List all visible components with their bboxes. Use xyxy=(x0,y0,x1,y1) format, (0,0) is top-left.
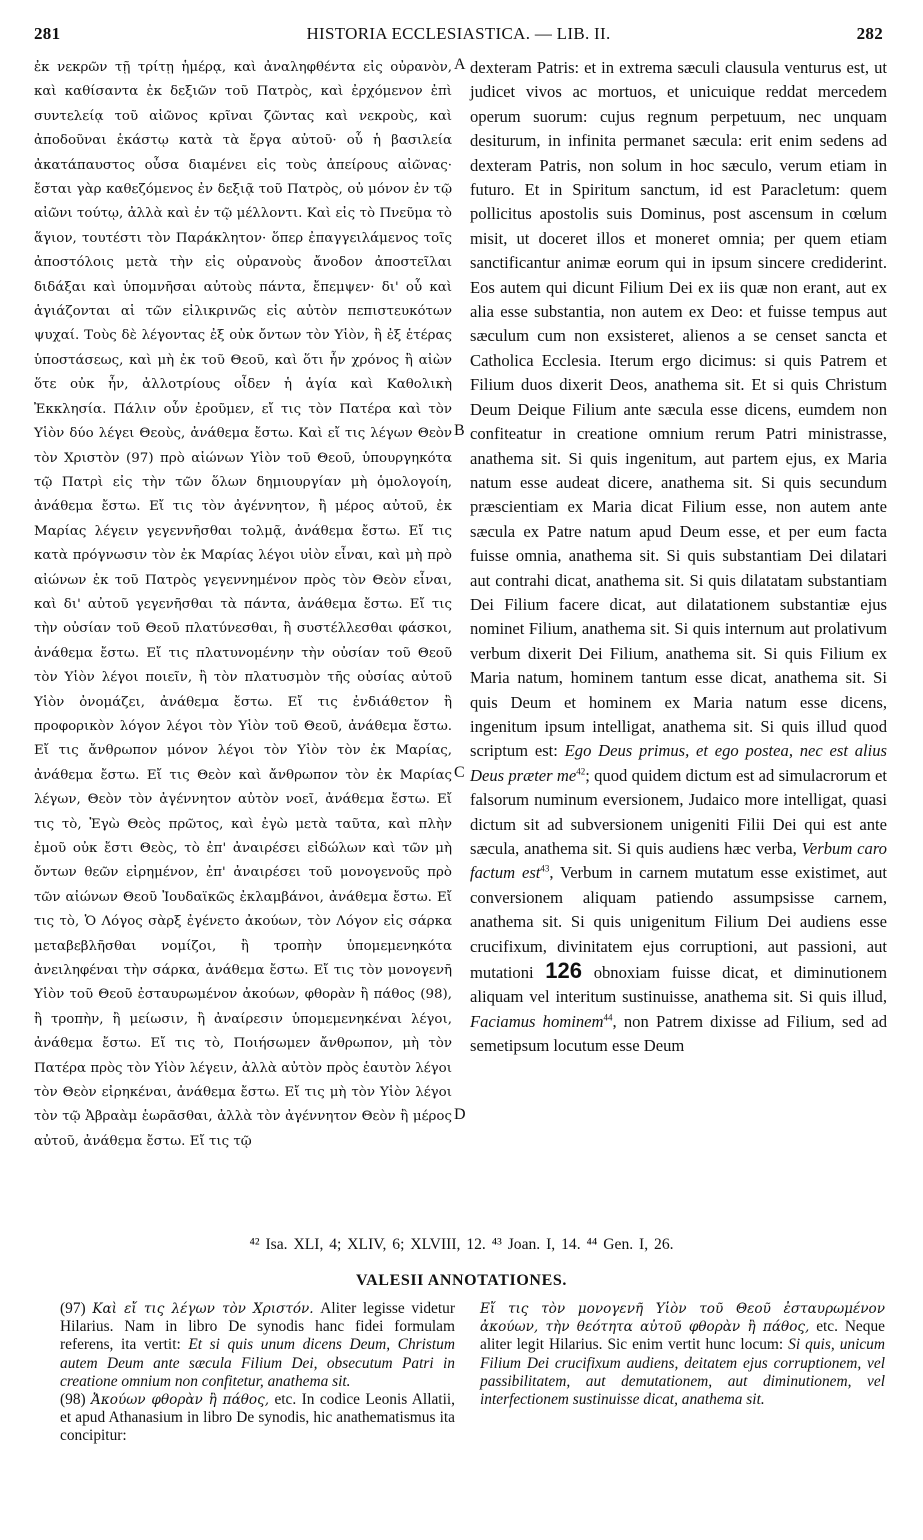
note-98-latin-quote: Si quis, unicum Filium Dei crucifixum audiens, deitatem ejus corruptionem, vel passibilitatem, aut demutationem, aut diminutionem, vel interfectionem sustinuisse dicat, anathema sit. xyxy=(480,1336,885,1409)
note-98-number: (98) xyxy=(60,1391,86,1409)
greek-column xyxy=(34,56,452,1154)
latin-quote-genesis: Faciamus hominem xyxy=(470,1011,604,1031)
note-97-number: (97) xyxy=(60,1300,86,1317)
note-97 xyxy=(60,1300,455,1391)
note-97-lemma: Καὶ εἴ τις λέγων τὸν Χριστόν. xyxy=(92,1301,314,1317)
notes-left-column xyxy=(60,1300,455,1446)
note-98-text: etc. In codice Leonis Allatii, et apud Athanasium in libro De synodis, hic anathematismus ita concipitur: xyxy=(60,1391,455,1445)
latin-paragraph xyxy=(470,56,887,1059)
page-number-right: 282 xyxy=(856,24,883,43)
latin-part-1: dexteram Patris: et in extrema sæculi clausula venturus est, ut judicet vivos ac mortuos, et unicuique reddat mercedem operum suorum: cujus regnum perpetuum, nec unquam desiturum, in infinita permanet sæcula: erit enim sedens ad dexteram Patris, non solum in hoc sæculo, verum etiam in futuro. Et in Spiritum sanctum, id est Paracletum: quem pollicitus apostolis suis Dominus, post ascensum in cœlum misit, ut doceret illos et moneret omnia; per quem etiam sanctificantur animæ eorum qui in ipsum sincere crediderint. Eos autem qui dicunt Filium Dei ex iis quæ non erant, aut ex alia esse substantia, non autem ex Deo: et fuisse tempus aut sæculum cum non exsisteret, alienos a se censet sancta et Catholica Ecclesia. Iterum ergo dicimus: si quis Patrem et Filium duos dixerit Deos, anathema sit. Et si quis Christum Deum Deique Filium ante sæcula esse dicens, eumdem non confiteatur in creatione omnium rerum Patri ministrasse, anathema sit. Si quis ingenitum, aut partem ejus, ex Maria natum esse audeat dicere, anathema sit. Si quis secundum præscientiam ex Maria dicat Filium esse, non autem ante sæcula ex Patre natum apud Deum esse, et per eum facta fuisse omnia, anathema sit. Si quis substantiam Dei dilatari aut contrahi dicat, anathema sit. Si quis dilatatam substantiam Dei Filium facere dicat, aut dilatationem substantiæ ejus nominet Filium, anathema sit. Si quis internum aut prolativum verbum dixerit Dei Filium, anathema sit. Si quis Filium ex Maria natum, hominem tantum esse dicat, anathema sit. Si quis Deum et hominem ex Maria natum esse dicens, ingenitum ipsum intelligat, anathema sit. Si quis illud quod scriptum est: xyxy=(470,58,887,761)
bible-references: ⁴² Isa. XLI, 4; XLIV, 6; XLVIII, 12. ⁴³ Joan. I, 14. ⁴⁴ Gen. I, 26. xyxy=(249,1236,674,1253)
latin-part-3: , Verbum in carnem mutatum esse existimet, aut conversionem aliquam patiendo assumpsisse carnem, anathema sit. Si quis unigenitum Filium Dei audiens esse crucifixum, divinitatem ejus corruptioni, aut passioni, aut mutationi xyxy=(470,863,887,983)
latin-part-2: ; quod quidem dictum est ad simulacrorum et falsorum numinum eversionem, Judaico more intelligat, quasi dictum sit ad subversionem unigeniti Filii Dei qui est ante sæcula, anathema sit. Si quis audiens hæc verba, xyxy=(470,765,887,858)
latin-part-4: obnoxiam fuisse dicat, et diminutionem aliquam vel interitum sustinuisse, anathema sit. Si quis illud, xyxy=(470,963,887,1007)
greek-text: ἐκ νεκρῶν τῇ τρίτῃ ἡμέρᾳ, καὶ ἀναληφθέντα εἰς οὐρανὸν, καὶ καθίσαντα ἐκ δεξιῶν τοῦ Πατρὸς, καὶ ἐρχόμενον ἐπὶ συντελείᾳ τοῦ αἰῶνος κρῖναι ζῶντας καὶ νεκροὺς, καὶ ἀποδοῦναι ἑκάστῳ κατὰ τὰ ἔργα αὐτοῦ· οὗ ἡ βασιλεία ἀκατάπαυστος οὖσα διαμένει εἰς τοὺς ἀπείρους αἰῶνας· ἔσται γὰρ καθεζόμενος ἐν δεξιᾷ τοῦ Πατρὸς, οὐ μόνον ἐν τῷ αἰῶνι τούτῳ, ἀλλὰ καὶ ἐν τῷ μέλλοντι. Καὶ εἰς τὸ Πνεῦμα τὸ ἅγιον, τουτέστι τὸν Παράκλητον· ὅπερ ἐπαγγειλάμενος τοῖς ἀποστόλοις μετὰ τὴν εἰς οὐρανοὺς ἄνοδον ἀποστεῖλαι διδάξαι καὶ ὑπομνῆσαι αὐτοὺς πάντα, ἔπεμψεν· δι' οὗ καὶ ἁγιάζονται αἱ τῶν εἰλικρινῶς εἰς αὐτὸν πεπιστευκότων ψυχαί. Τοὺς δὲ λέγοντας ἐξ οὐκ ὄντων τὸν Υἱὸν, ἢ ἐξ ἑτέρας ὑποστάσεως, καὶ μὴ ἐκ τοῦ Θεοῦ, καὶ ὅτι ἦν χρόνος ἢ αἰὼν ὅτε οὐκ ἦν, ἀλλοτρίους οἶδεν ἡ ἁγία καὶ Καθολικὴ Ἐκκλησία. Πάλιν οὖν ἐροῦμεν, εἴ τις τὸν Πατέρα καὶ τὸν Υἱὸν δύο λέγει Θεοὺς, ἀνάθεμα ἔστω. Καὶ εἴ τις λέγων Θεὸν τὸν Χριστὸν (97) πρὸ αἰώνων Υἱὸν τοῦ Θεοῦ, ὑπουργηκότα τῷ Πατρὶ εἰς τὴν τῶν ὅλων δημιουργίαν μὴ ὁμολογοίη, ἀνάθεμα ἔστω. Εἴ τις τὸν ἀγέννητον, ἢ μέρος αὐτοῦ, ἐκ Μαρίας λέγειν γεγεννῆσθαι τολμᾷ, ἀνάθεμα ἔστω. Εἴ τις κατὰ πρόγνωσιν τὸν ἐκ Μαρίας λέγοι υἱὸν εἶναι, καὶ μὴ πρὸ αἰώνων ἐκ τοῦ Πατρὸς γεγεννημένον πρὸς τὸν Θεὸν εἶναι, καὶ δι' αὐτοῦ γεγενῆσθαι τὰ πάντα, ἀνάθεμα ἔστω. Εἴ τις τὴν οὐσίαν τοῦ Θεοῦ πλατύνεσθαι, ἢ συστέλλεσθαι φάσκοι, ἀνάθεμα ἔστω. Εἴ τις πλατυνομένην τὴν οὐσίαν τοῦ Θεοῦ τὸν Υἱὸν λέγοι ποιεῖν, ἢ τὸν πλατυσμὸν τῆς οὐσίας αὐτοῦ Υἱὸν ὀνομάζει, ἀνάθεμα ἔστω. Εἴ τις ἐνδιάθετον ἢ προφορικὸν λόγον λέγοι τὸν Υἱὸν τοῦ Θεοῦ, ἀνάθεμα ἔστω. Εἴ τις ἄνθρωπον μόνον λέγοι τὸν Υἱὸν τὸν ἐκ Μαρίας, ἀνάθεμα ἔστω. Εἴ τις Θεὸν καὶ ἄνθρωπον τὸν ἐκ Μαρίας λέγων, Θεὸν τὸν ἀγέννητον αὐτὸν νοεῖ, ἀνάθεμα ἔστω. Εἴ τις τὸ, Ἐγὼ Θεὸς πρῶτος, καὶ ἐγὼ μετὰ ταῦτα, καὶ πλὴν ἐμοῦ οὐκ ἔστι Θεὸς, τὸ ἐπ' ἀναιρέσει εἰδώλων καὶ τῶν μὴ ὄντων θεῶν εἰρημένον, ἐπ' ἀναιρέσει τοῦ μονογενοῦς πρὸ τῶν αἰώνων Θεοῦ Ἰουδαϊκῶς ἐκλαμβάνοι, ἀνάθεμα ἔστω. Εἴ τις τὸ, Ὁ Λόγος σὰρξ ἐγένετο ἀκούων, τὸν Λόγον εἰς σάρκα μεταβεβλῆσθαι νομίζοι, ἢ τροπὴν ὑπομεμενηκότα ἀνειληφέναι τὴν σάρκα, ἀνάθεμα ἔστω. Εἴ τις τὸν μονογενῆ Υἱὸν τοῦ Θεοῦ ἐσταυρωμένον ἀκούων, φθορὰν ἢ πάθος (98), ἢ τροπὴν, ἢ μείωσιν, ἢ ἀναίρεσιν ὑπομεμενηκέναι λέγοι, ἀνάθεμα ἔστω. Εἴ τις τὸ, Ποιήσωμεν ἄνθρωπον, μὴ τὸν Πατέρα πρὸς τὸν Υἱὸν λέγειν, ἀλλὰ αὐτὸν πρὸς ἑαυτὸν λέγοι τὸν Θεὸν εἰρηκέναι, ἀνάθεμα ἔστω. Εἴ τις μὴ τὸν Υἱὸν λέγοι τὸν τῷ Ἀβραὰμ ἑωρᾶσθαι, ἀλλὰ τὸν ἀγέννητον Θεὸν ἢ μέρος αὐτοῦ, ἀνάθεμα ἔστω. Εἴ τις τῷ xyxy=(34,60,452,1149)
column-number: 126 xyxy=(545,958,583,984)
notes-title: VALESII ANNOTATIONES. xyxy=(356,1272,567,1289)
page-number-left: 281 xyxy=(34,24,61,43)
note-97-quote: Et si quis unum dicens Deum, Christum autem Deum ante sæcula Filium Dei, obsecutum Patri in creatione omnium non confitetur, anathema sit. xyxy=(60,1336,455,1390)
latin-column xyxy=(470,56,887,1059)
note-98-lemma: Ἀκούων φθορὰν ἢ πάθος, xyxy=(91,1392,270,1409)
marker-d: D xyxy=(454,1106,466,1123)
note-98-greek-quote: Εἴ τις τὸν μονογενῆ Υἱὸν τοῦ Θεοῦ ἐσταυρωμένον ἀκούων, τὴν θεότητα αὐτοῦ φθορὰν ἢ πάθος, xyxy=(480,1301,885,1336)
note-98-text-2: etc. Neque aliter legit Hilarius. Sic enim vertit hunc locum: xyxy=(480,1318,885,1354)
marker-a: A xyxy=(454,56,466,73)
marker-b: B xyxy=(454,422,465,439)
note-98-continued xyxy=(480,1300,885,1409)
note-97-text: Aliter legisse videtur Hilarius. Nam in libro De synodis hanc fidei formulam referens, ita vertit: xyxy=(60,1300,455,1354)
latin-quote-john: Verbum caro factum est xyxy=(470,839,887,883)
running-title: HISTORIA ECCLESIASTICA. — LIB. II. xyxy=(306,24,611,43)
note-98 xyxy=(60,1391,455,1446)
footnote-ref-44: 44 xyxy=(603,1012,613,1023)
running-header xyxy=(34,24,883,50)
latin-quote-isaiah: Ego Deus primus, et ego postea, nec est alius Deus præter me xyxy=(470,741,887,785)
marker-c: C xyxy=(454,764,465,781)
notes-right-column xyxy=(480,1300,885,1409)
footnote-ref-43: 43 xyxy=(540,863,550,874)
latin-part-5: , non Patrem dixisse ad Filium, sed ad semetipsum locutum esse Deum xyxy=(470,1011,887,1056)
footnote-ref-42: 42 xyxy=(576,766,586,777)
